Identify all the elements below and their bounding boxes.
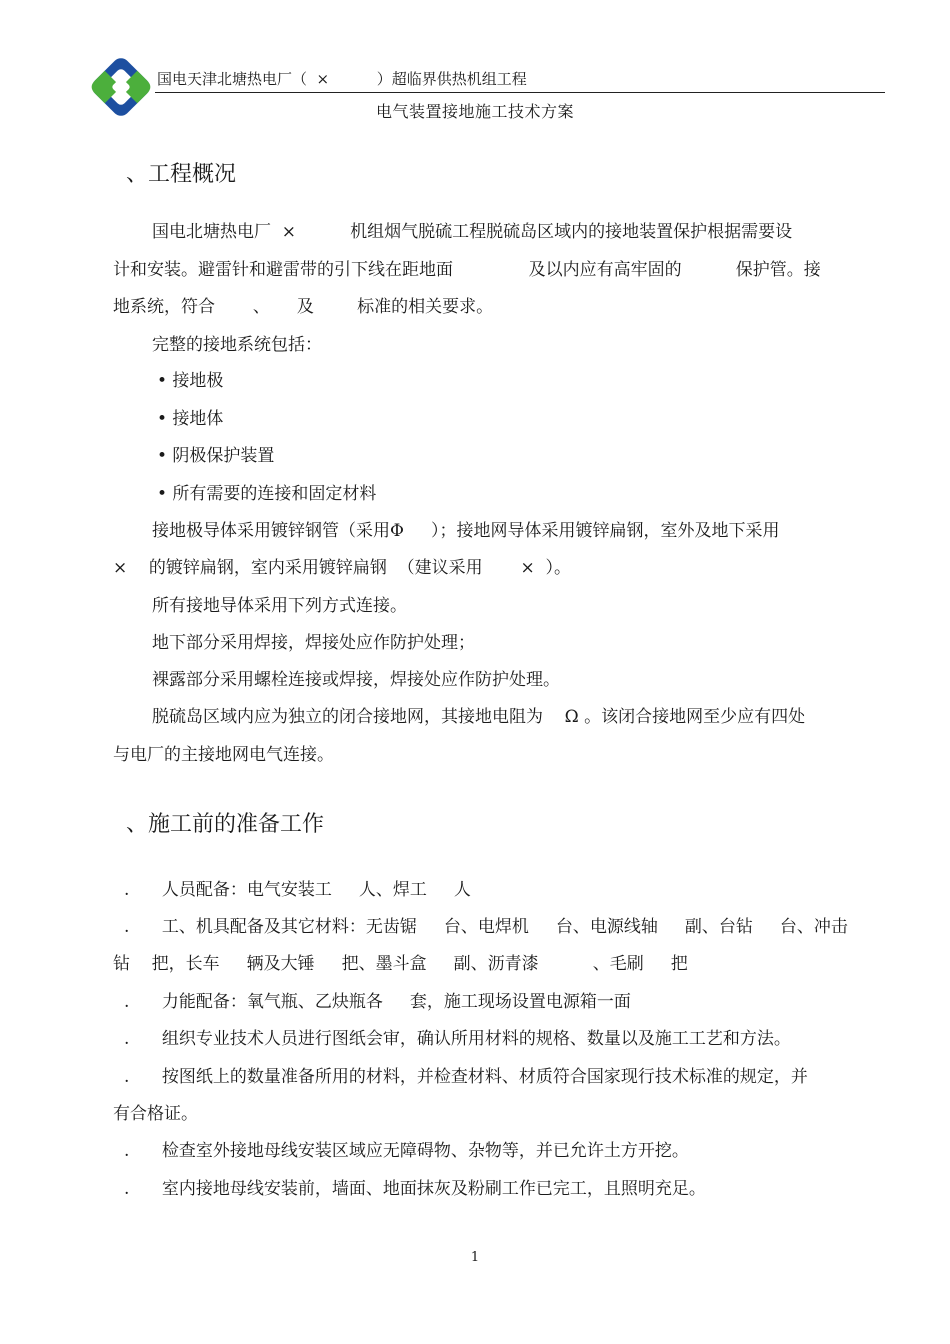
paragraph-line: 完整的接地系统包括： xyxy=(152,335,322,355)
paragraph-line: 计和安装。避雷针和避雷带的引下线在距地面 及以内应有高牢固的 保护管。接 xyxy=(113,260,821,280)
header-divider xyxy=(155,92,885,93)
list-item: . 室内接地母线安装前，墙面、地面抹灰及粉刷工作已完工，且照明充足。 xyxy=(124,1179,706,1199)
list-item: . 人员配备：电气安装工 人、焊工 人 xyxy=(124,880,471,900)
list-item-continuation: 有合格证。 xyxy=(113,1104,198,1124)
list-item: . 工、机具配备及其它材料：无齿锯 台、电焊机 台、电源线轴 副、台钻 台、冲击 xyxy=(124,917,848,937)
paragraph-line: 所有接地导体采用下列方式连接。 xyxy=(152,596,407,616)
list-item: • 接地极 xyxy=(157,371,224,391)
section-heading-preparation: 、施工前的准备工作 xyxy=(126,812,325,837)
list-item: • 接地体 xyxy=(157,409,224,429)
list-item-continuation: 钻 把，长车 辆及大锤 把、墨斗盒 副、沥青漆 、毛刷 把 xyxy=(113,954,688,974)
paragraph-line: 脱硫岛区域内应为独立的闭合接地网，其接地电阻为 Ω 。该闭合接地网至少应有四处 xyxy=(152,707,806,727)
header-org-line: 国电天津北塘热电厂（ × ）超临界供热机组工程 xyxy=(157,70,527,88)
paragraph-line: × 的镀锌扁钢，室内采用镀锌扁钢 （建议采用 × ）。 xyxy=(113,558,572,578)
list-item: • 所有需要的连接和固定材料 xyxy=(157,484,377,504)
section-heading-overview: 、工程概况 xyxy=(126,162,237,187)
list-item: . 组织专业技术人员进行图纸会审，确认所用材料的规格、数量以及施工工艺和方法。 xyxy=(124,1029,791,1049)
paragraph-line: 接地极导体采用镀锌钢管（采用Φ ）；接地网导体采用镀锌扁钢，室外及地下采用 xyxy=(152,521,780,541)
list-item: • 阴极保护装置 xyxy=(157,446,275,466)
document-title: 电气装置接地施工技术方案 xyxy=(375,102,574,121)
paragraph-line: 国电北塘热电厂 × 机组烟气脱硫工程脱硫岛区域内的接地装置保护根据需要设 xyxy=(152,222,793,242)
page-number: 1 xyxy=(470,1250,480,1265)
list-item: . 按图纸上的数量准备所用的材料，并检查材料、材质符合国家现行技术标准的规定，并 xyxy=(124,1067,808,1087)
list-item: . 检查室外接地母线安装区域应无障碍物、杂物等，并已允许土方开挖。 xyxy=(124,1141,689,1161)
paragraph-line: 与电厂的主接地网电气连接。 xyxy=(113,745,334,765)
paragraph-line: 地下部分采用焊接，焊接处应作防护处理； xyxy=(152,633,475,653)
list-item: . 力能配备：氧气瓶、乙炔瓶各 套，施工现场设置电源箱一面 xyxy=(124,992,631,1012)
paragraph-line: 地系统，符合 、 及 标准的相关要求。 xyxy=(113,297,494,317)
paragraph-line: 裸露部分采用螺栓连接或焊接，焊接处应作防护处理。 xyxy=(152,670,560,690)
